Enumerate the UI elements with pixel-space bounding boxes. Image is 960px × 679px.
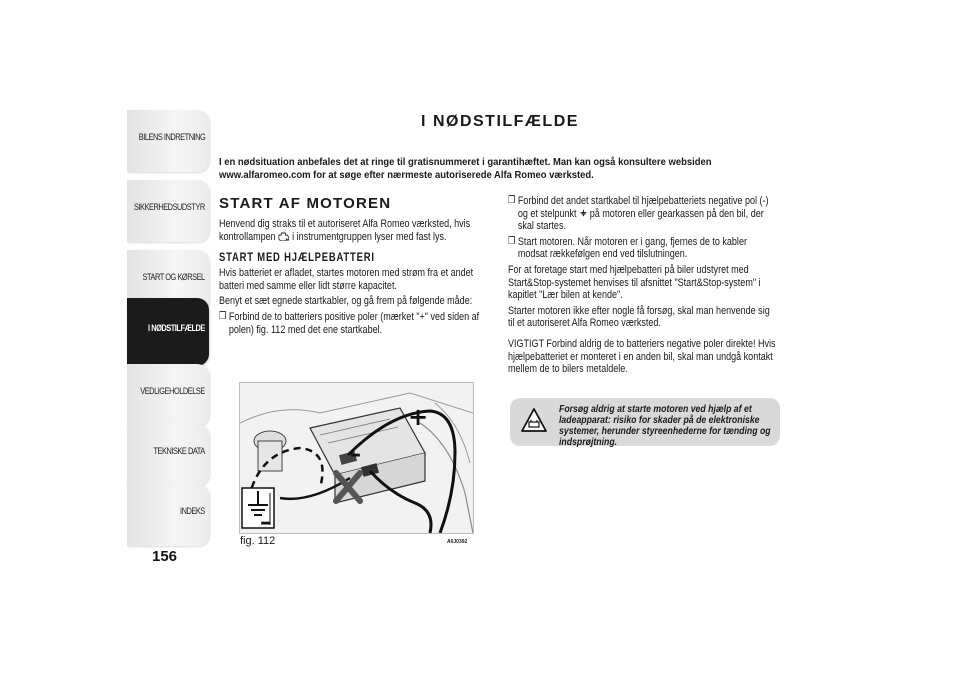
- paragraph-cables: Benyt et sæt egnede startkabler, og gå frem på følgende måde:: [219, 295, 473, 308]
- figure-jump-start: [239, 382, 474, 534]
- tab-indeks[interactable]: INDEKS: [127, 484, 209, 546]
- minus-label: –: [350, 442, 361, 467]
- engine-bay-illustration: [240, 383, 473, 533]
- list-item: ❒ Start motoren. Når motoren er i gang, fjernes de to kabler modsat rækkefølgen end ved tilslutningen.: [508, 235, 747, 261]
- subsection-title: START MED HJÆLPEBATTERI: [219, 252, 375, 265]
- paragraph-warning-light: Henvend dig straks til et autoriseret Alfa Romeo værksted, hvis kontrollampen i instrumentgruppen lyser med fast lys.: [219, 218, 471, 243]
- tab-vedligeholdelse[interactable]: VEDLIGEHOLDELSE: [127, 364, 209, 426]
- paragraph-dead-battery: Hvis batteriet er afladet, startes motoren med strøm fra et andet batteri med samme eller lidt større kapacitet.: [219, 267, 474, 292]
- tab-tekniske-data[interactable]: TEKNISKE DATA: [127, 424, 209, 486]
- right-column: [508, 195, 788, 379]
- plus-label: +: [408, 403, 429, 431]
- ground-icon: [579, 208, 587, 218]
- bullet-marker: ❒: [219, 310, 227, 322]
- intro-paragraph: I en nødsituation anbefales det at ringe til gratisnummeret i garantihæftet. Man kan også konsultere websiden www.alfaromeo.com for at søge efter nærmeste autoriserede Alfa Romeo værksted.: [219, 156, 712, 181]
- paragraph-no-start: Starter motoren ikke efter nogle få forsøg, skal man henvende sig til et autoriseret Alfa Romeo værksted.: [508, 304, 770, 330]
- warning-text: Forsøg aldrig at starte motoren ved hjælp af et ladeapparat: risiko for skader på de elektroniske systemer, herunder styreenhederne for tænding og indsprøjtning.: [559, 403, 771, 448]
- chapter-title: I NØDSTILFÆLDE: [421, 113, 579, 130]
- right-body: [508, 195, 779, 376]
- page-number: 156: [152, 548, 178, 565]
- bullet-marker: ❒: [508, 195, 516, 206]
- paragraph-important: VIGTIGT Forbind aldrig de to batteriers negative poler direkte! Hvis hjælpebatteriet er monteret i en anden bil, skal man undgå kontakt mellem de to bilers metaldele.: [508, 337, 776, 376]
- left-column: [219, 195, 519, 339]
- warning-triangle-icon: [520, 407, 548, 433]
- tab-start-og-korsel[interactable]: START OG KØRSEL: [127, 250, 209, 312]
- tab-sikkerhedsudstyr[interactable]: SIKKERHEDSUDSTYR: [127, 180, 209, 242]
- figure-caption: fig. 112: [240, 535, 276, 547]
- warning-box: [510, 398, 780, 446]
- list-item: ❒ Forbind det andet startkabel til hjælpebatteriets negative pol (-) og et stelpunkt på motoren eller gearkassen på den bil, der skal startes.: [508, 195, 769, 233]
- bullet-marker: ❒: [508, 235, 516, 247]
- section-title: START AF MOTOREN: [219, 195, 392, 212]
- tab-i-nodstilfaelde[interactable]: I NØDSTILFÆLDE: [127, 298, 209, 366]
- tab-bilens-indretning[interactable]: BILENS INDRETNING: [127, 110, 209, 172]
- paragraph-start-stop: For at foretage start med hjælpebatteri på biler udstyret med Start&Stop-systemet henvises til afsnittet "Start&Stop-system" i kapitlet "Lær bilen at kende".: [508, 263, 761, 302]
- list-item: ❒ Forbind de to batteriers positive poler (mærket "+" ved siden af polen) fig. 112 med det ene startkabel.: [219, 310, 480, 336]
- minus-label-ground: –: [260, 510, 271, 533]
- engine-warning-icon: [278, 232, 289, 241]
- left-body: [219, 218, 490, 336]
- figure-code: A0J0392: [447, 539, 468, 545]
